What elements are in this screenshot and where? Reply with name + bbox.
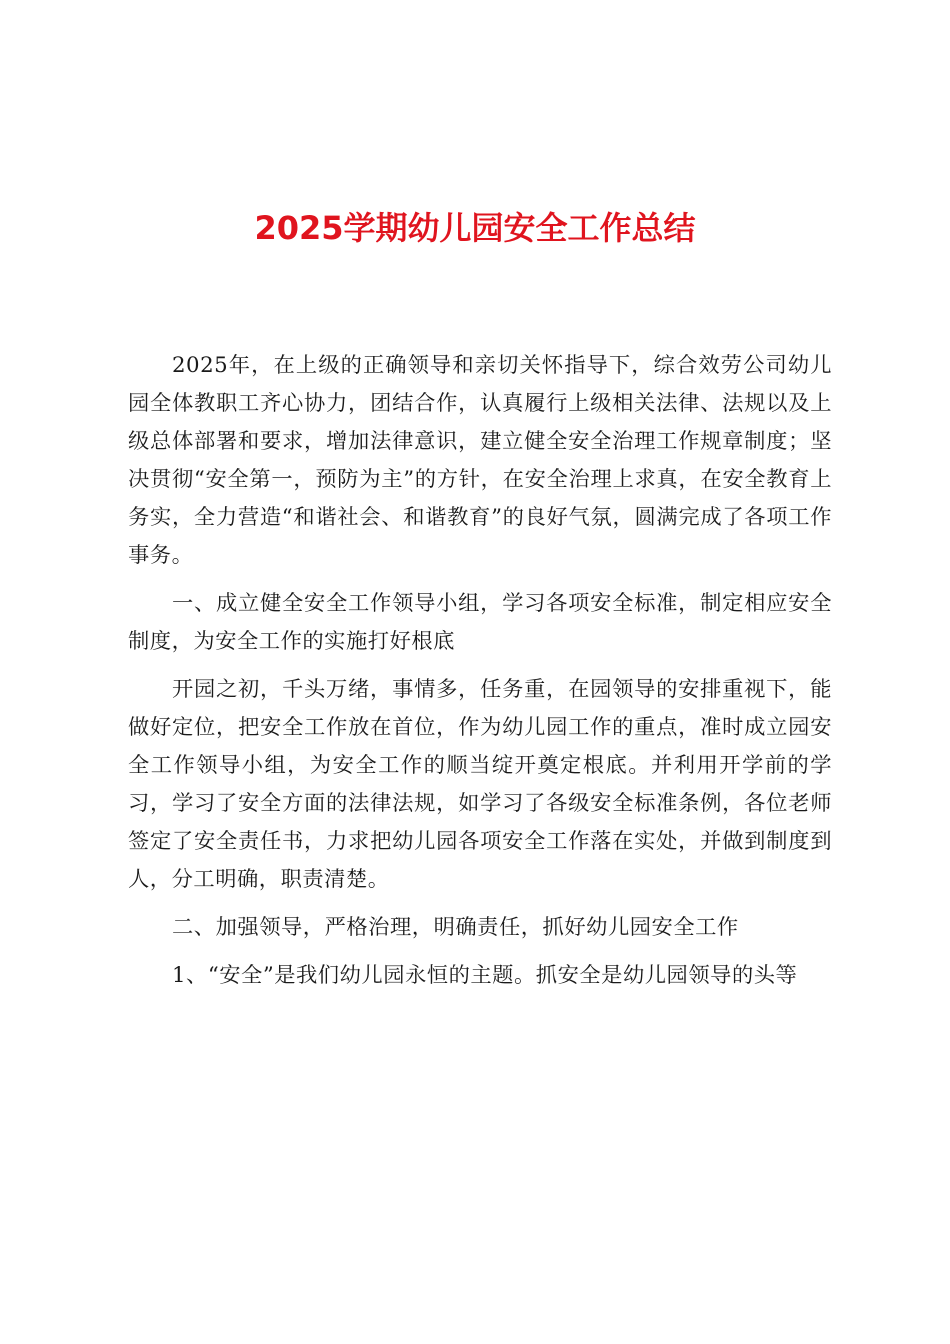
paragraph-intro: 2025年，在上级的正确领导和亲切关怀指导下，综合效劳公司幼儿园全体教职工齐心协力，团结合作，认真履行上级相关法律、法规以及上级总体部署和要求，增加法律意识，建立健全安全治理工作规章制度；坚决贯彻“安全第一，预防为主”的方针，在安全治理上求真，在安全教育上务实，全力营造“和谐社会、和谐教育”的良好气氛，圆满完成了各项工作事务。: [128, 353, 832, 568]
section-heading-1: 一、成立健全安全工作领导小组，学习各项安全标准，制定相应安全制度，为安全工作的实施打好根底: [128, 591, 832, 654]
document-body: [128, 347, 832, 1005]
paragraph-item-1: 1、“安全”是我们幼儿园永恒的主题。抓安全是幼儿园领导的头等: [172, 963, 798, 988]
document-title: 2025学期幼儿园安全工作总结: [254, 209, 696, 247]
paragraph-section-1: 开园之初，千头万绪，事情多，任务重，在园领导的安排重视下，能做好定位，把安全工作放在首位，作为幼儿园工作的重点，准时成立园安全工作领导小组，为安全工作的顺当绽开奠定根底。并利用开学前的学习，学习了安全方面的法律法规，如学习了各级安全标准条例，各位老师签定了安全责任书，力求把幼儿园各项安全工作落在实处，并做到制度到人，分工明确，职责清楚。: [128, 677, 832, 892]
section-heading-2: 二、加强领导，严格治理，明确责任，抓好幼儿园安全工作: [172, 915, 739, 940]
